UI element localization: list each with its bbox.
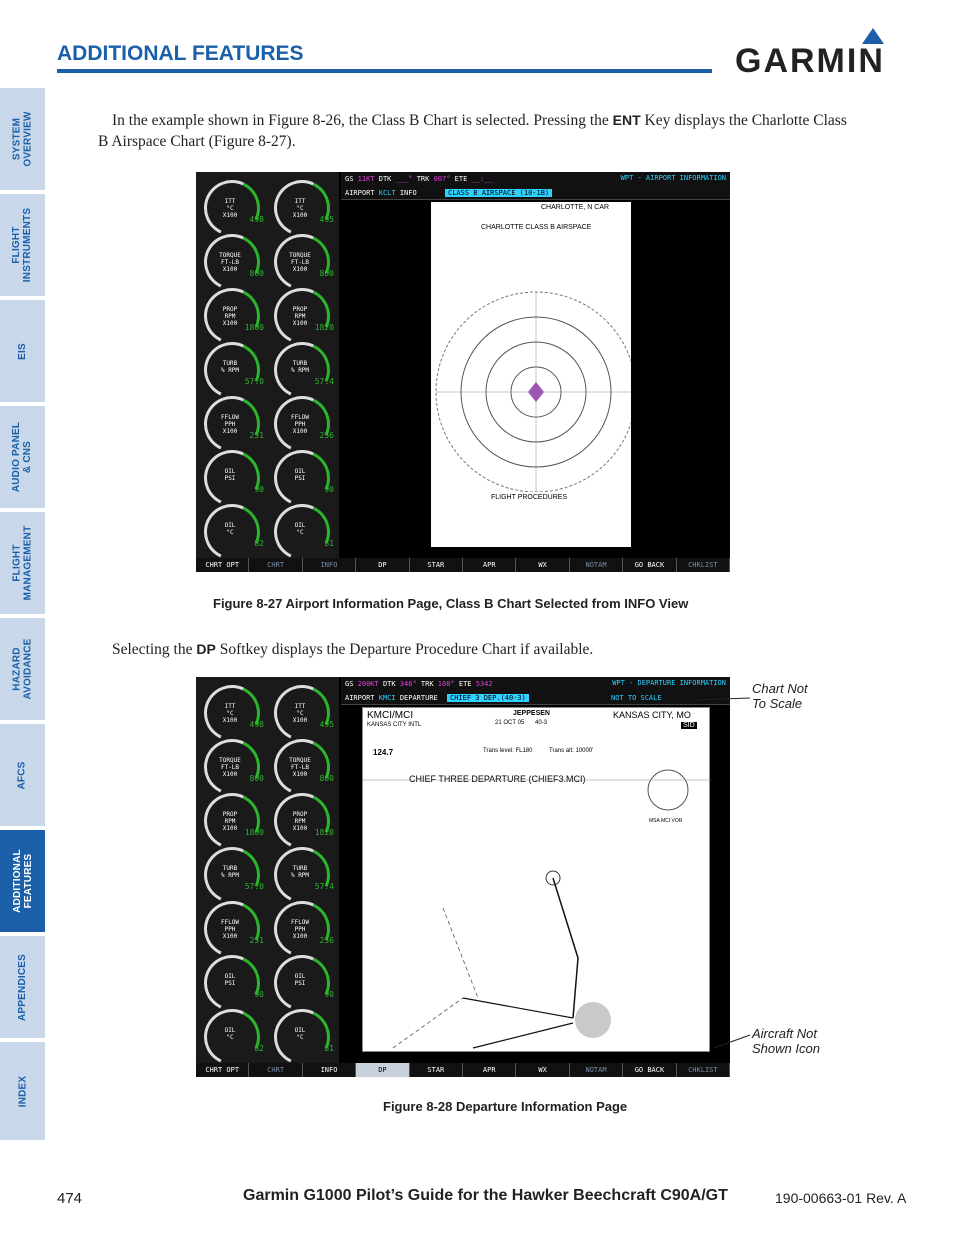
- gauge-label: OIL PSI: [224, 468, 236, 482]
- section-title: ADDITIONAL FEATURES: [57, 42, 304, 65]
- gauge-value: 498: [249, 720, 264, 729]
- eis-gauge: [200, 338, 266, 394]
- softkey-info[interactable]: INFO: [303, 558, 356, 572]
- eis-gauge: [270, 897, 336, 953]
- eis-gauge: [200, 1005, 266, 1061]
- gauge-label: ITT °C X100: [222, 198, 238, 219]
- gauge-label: ITT °C X100: [292, 198, 308, 219]
- gauge-value: 1820: [314, 323, 334, 332]
- gauge-value: 495: [319, 720, 334, 729]
- tab-additional-features[interactable]: ADDITIONAL FEATURES: [0, 830, 45, 932]
- gauge-value: 57.4: [314, 882, 334, 891]
- callout-aircraft-not-shown: Aircraft Not Shown Icon: [752, 1026, 820, 1056]
- gauge-label: OIL °C: [224, 522, 236, 536]
- softkey-notam[interactable]: NOTAM: [570, 1063, 623, 1077]
- softkey-wx[interactable]: WX: [516, 1063, 569, 1077]
- tab-eis[interactable]: EIS: [0, 300, 45, 402]
- eis-gauge: [200, 897, 266, 953]
- gauge-label: TURB % RPM: [290, 865, 310, 879]
- eis-gauge: [270, 392, 336, 448]
- gauge-label: PROP RPM X100: [292, 811, 308, 832]
- gauge-label: OIL PSI: [294, 973, 306, 987]
- callout-lines: [690, 690, 754, 1070]
- eis-strip: [196, 172, 339, 558]
- gauge-value: 800: [249, 774, 264, 783]
- tab-audio-panel-cns[interactable]: AUDIO PANEL & CNS: [0, 406, 45, 508]
- tab-hazard-avoidance[interactable]: HAZARD AVOIDANCE: [0, 618, 45, 720]
- callout-chart-not-to-scale: Chart Not To Scale: [752, 681, 808, 711]
- gauge-value: 256: [319, 431, 334, 440]
- gauge-value: 57.0: [244, 377, 264, 386]
- gauge-label: TURB % RPM: [290, 360, 310, 374]
- tab-flight-instruments[interactable]: FLIGHT INSTRUMENTS: [0, 194, 45, 296]
- departure-selector[interactable]: CHIEF 3 DEP.(40-3): [447, 694, 529, 702]
- not-to-scale-label: NOT TO SCALE: [611, 694, 662, 702]
- eis-gauge: [270, 735, 336, 791]
- eis-gauge: [200, 446, 266, 502]
- gauge-label: PROP RPM X100: [222, 306, 238, 327]
- eis-gauge: [270, 951, 336, 1007]
- gauge-value: 82: [254, 539, 264, 548]
- gauge-label: OIL °C: [224, 1027, 236, 1041]
- softkey-chrt-opt[interactable]: CHRT OPT: [196, 558, 249, 572]
- gauge-label: TORQUE FT-LB X100: [289, 757, 311, 778]
- eis-gauge: [200, 284, 266, 340]
- eis-gauge: [200, 843, 266, 899]
- gauge-value: 251: [249, 431, 264, 440]
- eis-gauge: [270, 176, 336, 232]
- softkey-info[interactable]: INFO: [303, 1063, 356, 1077]
- gauge-label: FFLOW PPH X100: [290, 414, 310, 435]
- eis-gauge: [200, 230, 266, 286]
- chart-title: CHARLOTTE CLASS B AIRSPACE: [481, 224, 592, 231]
- gauge-label: OIL PSI: [294, 468, 306, 482]
- eis-strip: [196, 677, 339, 1063]
- eis-gauge: [270, 500, 336, 556]
- gauge-value: 81: [324, 1044, 334, 1053]
- gauge-value: 90: [254, 990, 264, 999]
- gauge-label: TORQUE FT-LB X100: [289, 252, 311, 273]
- eis-gauge: [200, 176, 266, 232]
- gauge-label: OIL PSI: [224, 973, 236, 987]
- page-number: 474: [57, 1190, 83, 1207]
- tab-appendices[interactable]: APPENDICES: [0, 936, 45, 1038]
- figure-8-28-caption: Figure 8-28 Departure Information Page: [383, 1099, 628, 1114]
- garmin-logo: [733, 26, 898, 76]
- gauge-label: PROP RPM X100: [222, 811, 238, 832]
- eis-gauge: [200, 500, 266, 556]
- eis-gauge: [270, 789, 336, 845]
- gauge-value: 800: [319, 269, 334, 278]
- gauge-value: 800: [319, 774, 334, 783]
- paragraph-2: Selecting the DP Softkey displays the Departure Procedure Chart if available.: [112, 641, 594, 658]
- gauge-value: 1820: [314, 828, 334, 837]
- gauge-label: ITT °C X100: [292, 703, 308, 724]
- ent-key: ENT: [612, 112, 641, 128]
- gauge-value: 82: [254, 1044, 264, 1053]
- page-name: WPT - DEPARTURE INFORMATION: [612, 679, 726, 687]
- tab-afcs[interactable]: AFCS: [0, 724, 45, 826]
- gauge-value: 495: [319, 215, 334, 224]
- softkey-chrt[interactable]: CHRT: [249, 558, 302, 572]
- departure-chart: KMCI/MCI KANSAS CITY INTL JEPPESEN 21 OCT 05 40-3 KANSAS CITY, MO SID 124.7 Trans level: FL180 Trans alt: 10000' CHIEF THREE DEPARTURE (CHIEF3.MCI) MSA MCI VOR: [362, 707, 710, 1052]
- gauge-value: 90: [254, 485, 264, 494]
- chart-airport: KMCI/MCI: [367, 710, 414, 721]
- gauge-value: 256: [319, 936, 334, 945]
- gauge-label: TORQUE FT-LB X100: [219, 757, 241, 778]
- eis-gauge: [270, 446, 336, 502]
- figure-8-27-screen: [196, 172, 730, 572]
- title-rule: [57, 69, 712, 73]
- softkey-chklist[interactable]: CHKLIST: [677, 558, 730, 572]
- figure-8-27-caption: Figure 8-27 Airport Information Page, Class B Chart Selected from INFO View: [213, 596, 689, 611]
- svg-text:GARMIN: GARMIN: [735, 42, 885, 76]
- gauge-value: 90: [324, 485, 334, 494]
- figure-8-28-screen: [196, 677, 730, 1077]
- gauge-label: TURB % RPM: [220, 360, 240, 374]
- eis-gauge: [270, 843, 336, 899]
- softkey-chrt-opt[interactable]: CHRT OPT: [196, 1063, 249, 1077]
- tab-system-overview[interactable]: SYSTEM OVERVIEW: [0, 88, 45, 190]
- softkey-bar: [196, 1063, 730, 1077]
- eis-gauge: [200, 951, 266, 1007]
- softkey-apr[interactable]: APR: [463, 1063, 516, 1077]
- softkey-wx[interactable]: WX: [516, 558, 569, 572]
- chart-selector[interactable]: CLASS B AIRSPACE (10-1B): [445, 189, 552, 197]
- softkey-dp[interactable]: DP: [356, 1063, 409, 1077]
- gauge-value: 1800: [244, 323, 264, 332]
- chart-title: CHIEF THREE DEPARTURE (CHIEF3.MCI): [409, 774, 586, 784]
- eis-gauge: [270, 1005, 336, 1061]
- gauge-label: FFLOW PPH X100: [220, 414, 240, 435]
- route-diagram: [363, 768, 711, 1053]
- gauge-label: PROP RPM X100: [292, 306, 308, 327]
- tab-flight-management[interactable]: FLIGHT MANAGEMENT: [0, 512, 45, 614]
- class-b-chart: CHARLOTTE, N CAR CHARLOTTE CLASS B AIRSPACE FLIGHT PROCEDURES: [431, 202, 631, 547]
- gauge-label: OIL °C: [294, 1027, 306, 1041]
- softkey-chklist[interactable]: CHKLIST: [677, 1063, 730, 1077]
- gauge-label: FFLOW PPH X100: [290, 919, 310, 940]
- eis-gauge: [200, 789, 266, 845]
- gauge-label: FFLOW PPH X100: [220, 919, 240, 940]
- gauge-label: ITT °C X100: [222, 703, 238, 724]
- nav-status-bar: GS 200KT DTK 346° TRK 108° ETE 5342 WPT - DEPARTURE INFORMATION AIRPORT KMCI DEPARTURE CHIEF 3 DEP.(40-3) NOT TO SCALE: [341, 677, 730, 705]
- eis-gauge: [270, 681, 336, 737]
- softkey-bar: [196, 558, 730, 572]
- gauge-value: 1800: [244, 828, 264, 837]
- softkey-star[interactable]: STAR: [410, 1063, 463, 1077]
- softkey-star[interactable]: STAR: [410, 558, 463, 572]
- document-id: 190-00663-01 Rev. A: [775, 1190, 907, 1206]
- eis-gauge: [270, 230, 336, 286]
- chart-subtitle: FLIGHT PROCEDURES: [491, 494, 568, 501]
- tab-index[interactable]: INDEX: [0, 1042, 45, 1140]
- gauge-label: OIL °C: [294, 522, 306, 536]
- gauge-value: 57.4: [314, 377, 334, 386]
- softkey-go-back[interactable]: GO BACK: [623, 558, 676, 572]
- eis-gauge: [200, 735, 266, 791]
- paragraph-1: In the example shown in Figure 8-26, the Class B Chart is selected. Pressing the ENT Key displays the Charlotte Class B Airspace Chart (Figure 8-27).: [98, 112, 847, 150]
- gauge-label: TORQUE FT-LB X100: [219, 252, 241, 273]
- softkey-chrt[interactable]: CHRT: [249, 1063, 302, 1077]
- gauge-value: 800: [249, 269, 264, 278]
- gauge-label: TURB % RPM: [220, 865, 240, 879]
- eis-gauge: [200, 392, 266, 448]
- eis-gauge: [200, 681, 266, 737]
- gauge-value: 251: [249, 936, 264, 945]
- softkey-dp[interactable]: DP: [356, 558, 409, 572]
- softkey-apr[interactable]: APR: [463, 558, 516, 572]
- gauge-value: 90: [324, 990, 334, 999]
- page-name: WPT - AIRPORT INFORMATION: [620, 174, 726, 182]
- guide-title: Garmin G1000 Pilot’s Guide for the Hawker Beechcraft C90A/GT: [243, 1187, 728, 1204]
- gauge-value: 81: [324, 539, 334, 548]
- nav-status-bar: GS 11KT DTK ___° TRK 007° ETE __:__ WPT - AIRPORT INFORMATION AIRPORT KCLT INFO CLASS B AIRSPACE (10-1B): [341, 172, 730, 200]
- airspace-diagram: [431, 232, 631, 492]
- gauge-value: 498: [249, 215, 264, 224]
- softkey-notam[interactable]: NOTAM: [570, 558, 623, 572]
- gauge-value: 57.0: [244, 882, 264, 891]
- dp-key: DP: [196, 641, 216, 657]
- softkey-go-back[interactable]: GO BACK: [623, 1063, 676, 1077]
- eis-gauge: [270, 338, 336, 394]
- eis-gauge: [270, 284, 336, 340]
